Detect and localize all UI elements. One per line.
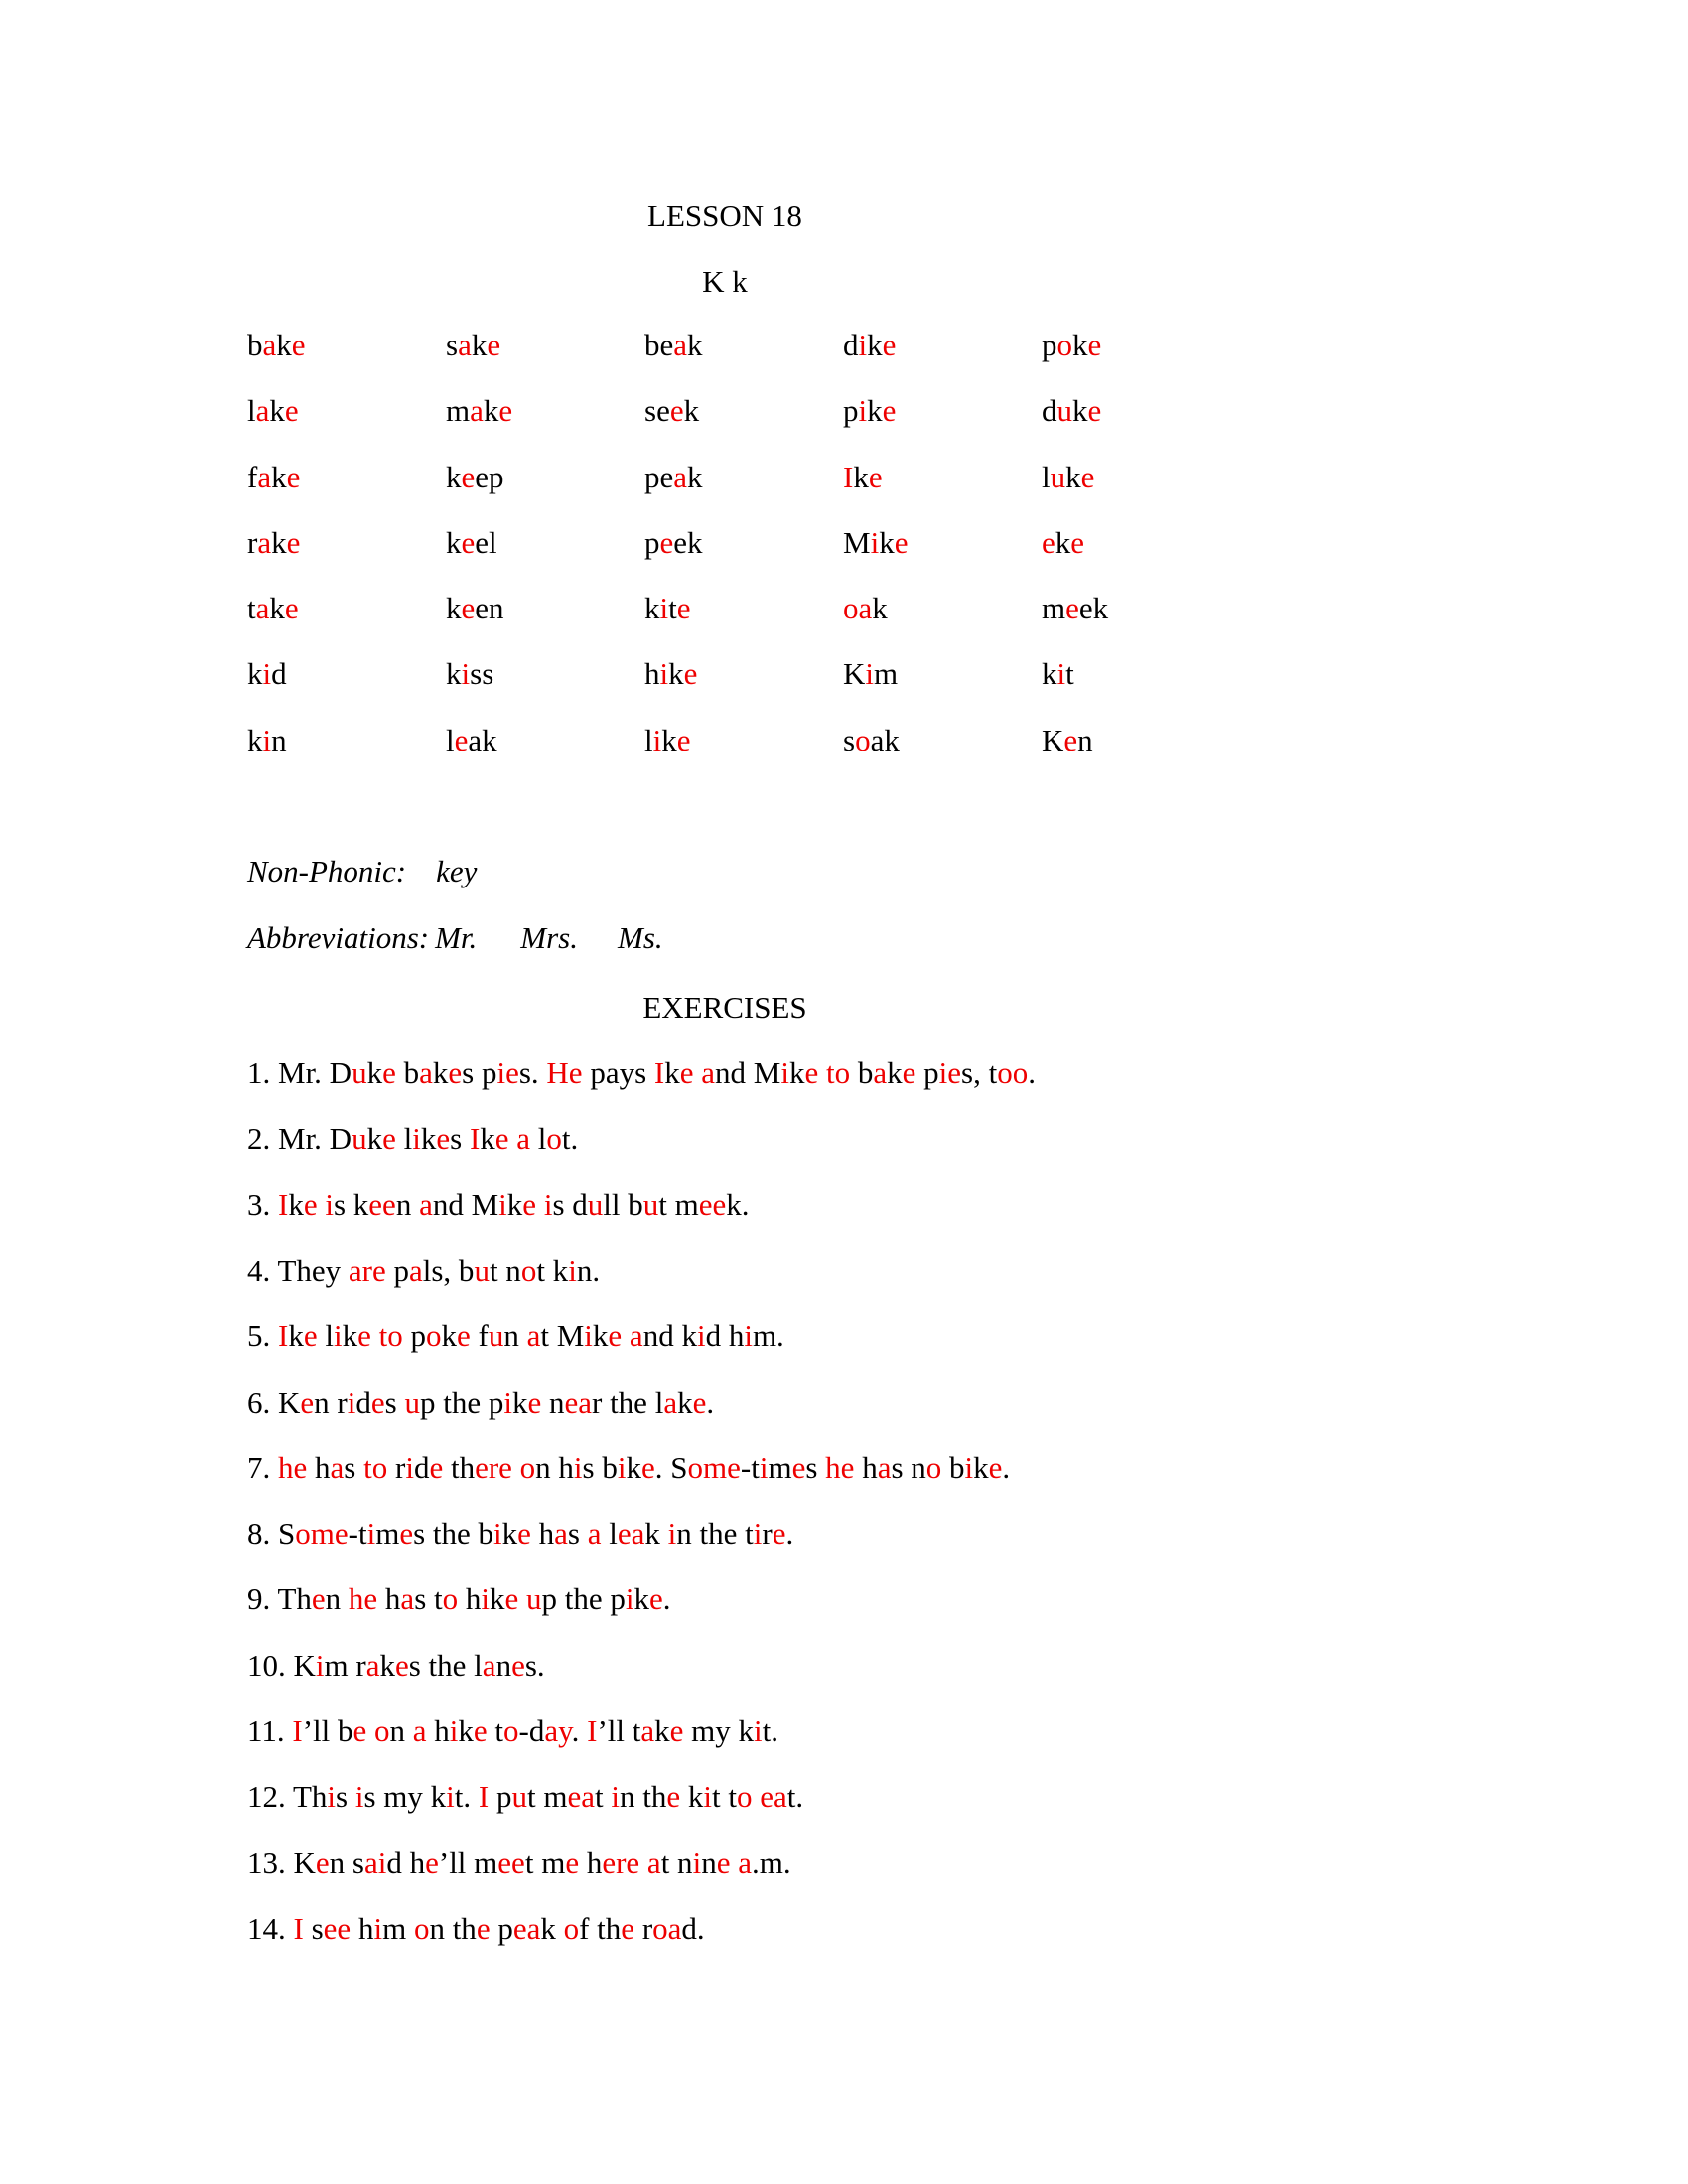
abbreviation-item: Mr. [435, 920, 478, 955]
exercise-sentence: 8. Some-times the bike has a leak in the tire. [247, 1516, 794, 1552]
word-item: hike [644, 656, 698, 692]
word-item: oak [843, 591, 888, 626]
word-item: kit [1042, 656, 1074, 692]
abbreviations-line [247, 920, 663, 956]
word-item: make [446, 393, 513, 429]
exercise-sentence: 14. I see him on the peak of the road. [247, 1910, 705, 1946]
word-item: Kim [843, 656, 899, 692]
exercise-sentence: 13. Ken said he’ll meet me here at nine a.m. [247, 1844, 791, 1880]
word-item: duke [1042, 393, 1102, 429]
non-phonic-label: Non-Phonic: [247, 854, 407, 888]
word-row [247, 393, 1240, 459]
exercise-sentence: 10. Kim rakes the lanes. [247, 1647, 545, 1683]
word-item: like [644, 722, 691, 757]
exercise-sentence: 6. Ken rides up the pike near the lake. [247, 1384, 715, 1420]
word-item: seek [644, 393, 700, 429]
non-phonic-word: key [436, 854, 478, 888]
word-item: kin [247, 722, 287, 757]
exercise-sentence: 7. he has to ride there on his bike. Some-times he has no bike. [247, 1449, 1011, 1485]
word-row [247, 460, 1240, 525]
word-item: Ken [1042, 722, 1093, 757]
abbreviations-label: Abbreviations: [247, 920, 430, 955]
letter-heading: K k [702, 264, 748, 299]
word-item: keel [446, 524, 497, 560]
word-item: eke [1042, 524, 1085, 560]
word-item: lake [247, 393, 299, 429]
word-item: fake [247, 459, 301, 494]
word-item: kiss [446, 656, 494, 692]
exercises-heading: EXERCISES [642, 990, 807, 1024]
exercise-sentence: 4. They are pals, but not kin. [247, 1252, 601, 1288]
word-item: peak [644, 459, 703, 494]
word-item: keen [446, 591, 504, 626]
abbreviation-item: Ms. [618, 920, 663, 955]
word-row [247, 328, 1240, 393]
abbreviation-item: Mrs. [520, 920, 578, 955]
word-item: beak [644, 328, 703, 362]
word-item: dike [843, 328, 897, 362]
word-row [247, 591, 1240, 656]
word-item: Ike [843, 459, 883, 494]
word-item: bake [247, 328, 306, 362]
exercise-sentence: 11. I’ll be on a hike to-day. I’ll take my kit. [247, 1713, 779, 1748]
word-row [247, 525, 1240, 591]
word-item: peek [644, 524, 703, 560]
word-item: take [247, 591, 299, 626]
word-item: soak [843, 722, 900, 757]
exercise-sentence: 5. Ike like to poke fun at Mike and kid him. [247, 1318, 784, 1354]
word-item: pike [843, 393, 897, 429]
word-item: poke [1042, 328, 1102, 362]
exercise-sentence: 3. Ike is keen and Mike is dull but meek. [247, 1186, 750, 1222]
word-item: kite [644, 591, 691, 626]
exercise-sentence: 2. Mr. Duke likes Ike a lot. [247, 1121, 579, 1157]
word-row [247, 723, 1240, 788]
word-item: keep [446, 459, 504, 494]
word-item: sake [446, 328, 501, 362]
word-item: Mike [843, 524, 909, 560]
word-item: kid [247, 656, 287, 692]
word-item: rake [247, 524, 301, 560]
word-item: luke [1042, 459, 1095, 494]
word-item: leak [446, 722, 497, 757]
non-phonic-line [247, 854, 477, 889]
exercise-sentence: 9. Then he has to hike up the pike. [247, 1581, 671, 1617]
exercise-sentence: 12. This is my kit. I put meat in the kit to eat. [247, 1779, 804, 1815]
lesson-title: LESSON 18 [647, 199, 802, 233]
word-item: meek [1042, 591, 1109, 626]
word-row [247, 656, 1240, 722]
exercise-sentence: 1. Mr. Duke bakes pies. He pays Ike and Mike to bake pies, too. [247, 1055, 1036, 1090]
word-list-grid [247, 328, 1240, 788]
